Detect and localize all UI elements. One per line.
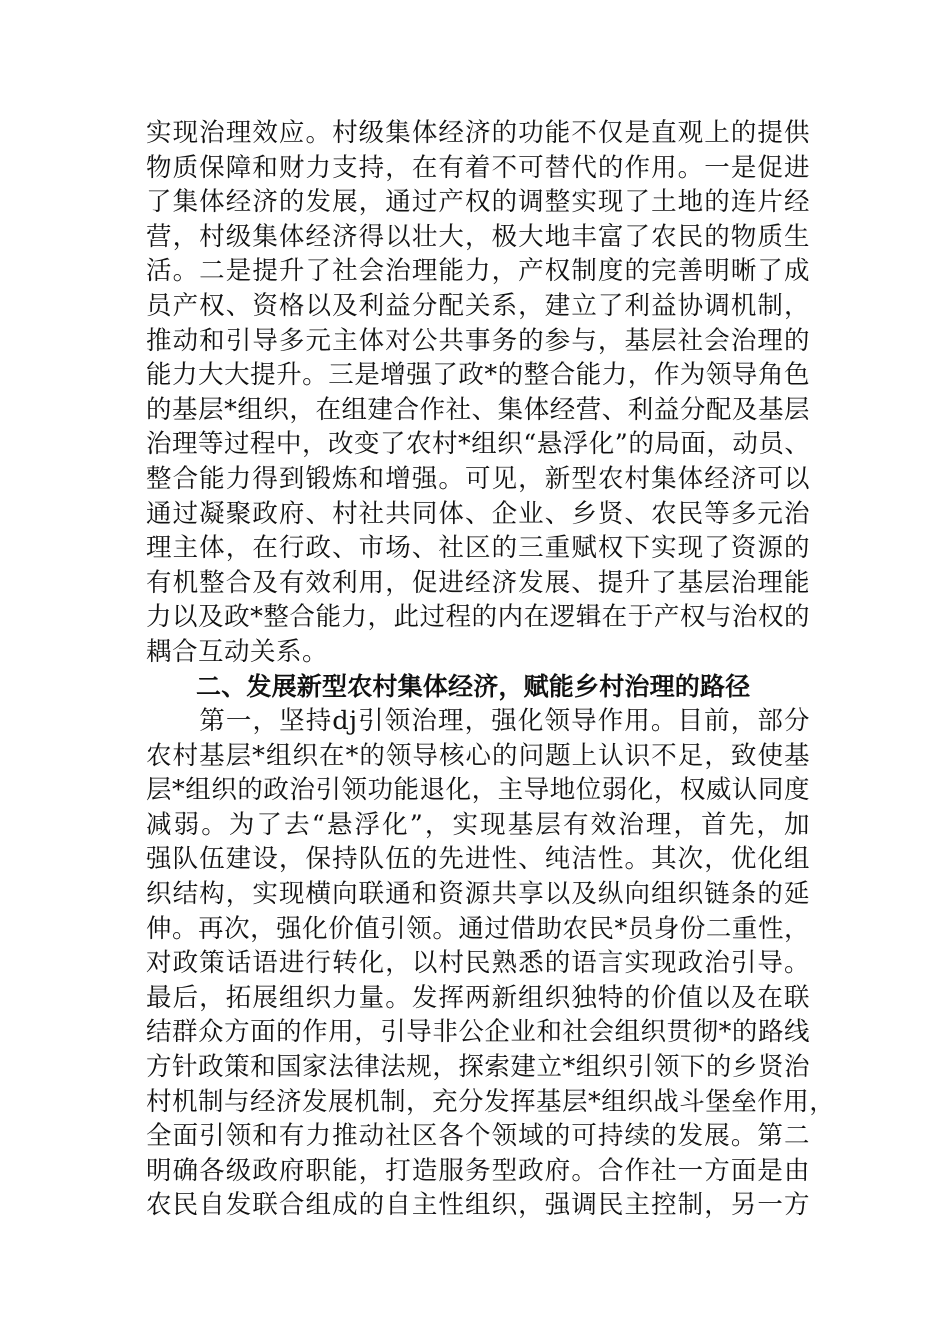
text-line: 了集体经济的发展，通过产权的调整实现了土地的连片经 (146, 187, 810, 218)
text-line: 层*组织的政治引领功能退化，主导地位弱化，权威认同度 (146, 775, 810, 806)
text-line: 伸。再次，强化价值引领。通过借助农民*员身份二重性， (146, 913, 810, 944)
text-line: 最后，拓展组织力量。发挥两新组织独特的价值以及在联 (146, 982, 810, 1013)
text-line: 全面引领和有力推动社区各个领域的可持续的发展。第二 (146, 1121, 810, 1152)
text-line: 活。二是提升了社会治理能力，产权制度的完善明晰了成 (146, 256, 810, 287)
text-line: 理主体，在行政、市场、社区的三重赋权下实现了资源的 (146, 533, 810, 564)
text-line: 第一，坚持dj引领治理，强化领导作用。目前，部分 (146, 706, 810, 737)
text-line: 员产权、资格以及利益分配关系，建立了利益协调机制， (146, 290, 810, 321)
document-body (146, 116, 836, 1223)
text-line: 农民自发联合组成的自主性组织，强调民主控制，另一方 (146, 1190, 810, 1221)
text-line: 治理等过程中，改变了农村*组织“悬浮化”的局面，动员、 (146, 429, 811, 460)
paragraph-party-leadership (146, 704, 836, 1223)
text-line: 力以及政*整合能力，此过程的内在逻辑在于产权与治权的 (146, 602, 810, 633)
text-line: 能力大大提升。三是增强了政*的整合能力，作为领导角色 (146, 360, 810, 391)
text-line: 推动和引导多元主体对公共事务的参与，基层社会治理的 (146, 325, 810, 356)
section-heading: 二、发展新型农村集体经济，赋能乡村治理的路径 (196, 671, 751, 701)
text-line: 明确各级政府职能，打造服务型政府。合作社一方面是由 (146, 1155, 810, 1186)
text-line: 有机整合及有效利用，促进经济发展、提升了基层治理能 (146, 567, 810, 598)
paragraph-governance-effects (146, 116, 810, 670)
text-line: 的基层*组织，在组建合作社、集体经营、利益分配及基层 (146, 394, 810, 425)
text-line: 物质保障和财力支持，在有着不可替代的作用。一是促进 (146, 152, 810, 183)
text-line: 对政策话语进行转化，以村民熟悉的语言实现政治引导。 (146, 948, 810, 979)
text-line: 结群众方面的作用，引导非公企业和社会组织贯彻*的路线 (146, 1017, 810, 1048)
text-line: 农村基层*组织在*的领导核心的问题上认识不足，致使基 (146, 740, 810, 771)
text-line: 织结构，实现横向联通和资源共享以及纵向组织链条的延 (146, 879, 810, 910)
text-line: 耦合互动关系。 (146, 636, 329, 667)
text-line: 减弱。为了去“悬浮化”，实现基层有效治理，首先，加 (146, 809, 810, 840)
text-line: 营，村级集体经济得以壮大，极大地丰富了农民的物质生 (146, 221, 810, 252)
text-line: 实现治理效应。村级集体经济的功能不仅是直观上的提供 (146, 118, 810, 148)
text-line: 方针政策和国家法律法规，探索建立*组织引领下的乡贤治 (146, 1052, 810, 1083)
text-line: 整合能力得到锻炼和增强。可见，新型农村集体经济可以 (146, 463, 810, 494)
text-line: 通过凝聚政府、村社共同体、企业、乡贤、农民等多元治 (146, 498, 810, 529)
text-line: 村机制与经济发展机制，充分发挥基层*组织战斗堡垒作用， (146, 1086, 836, 1117)
text-line: 强队伍建设，保持队伍的先进性、纯洁性。其次，优化组 (146, 844, 810, 875)
